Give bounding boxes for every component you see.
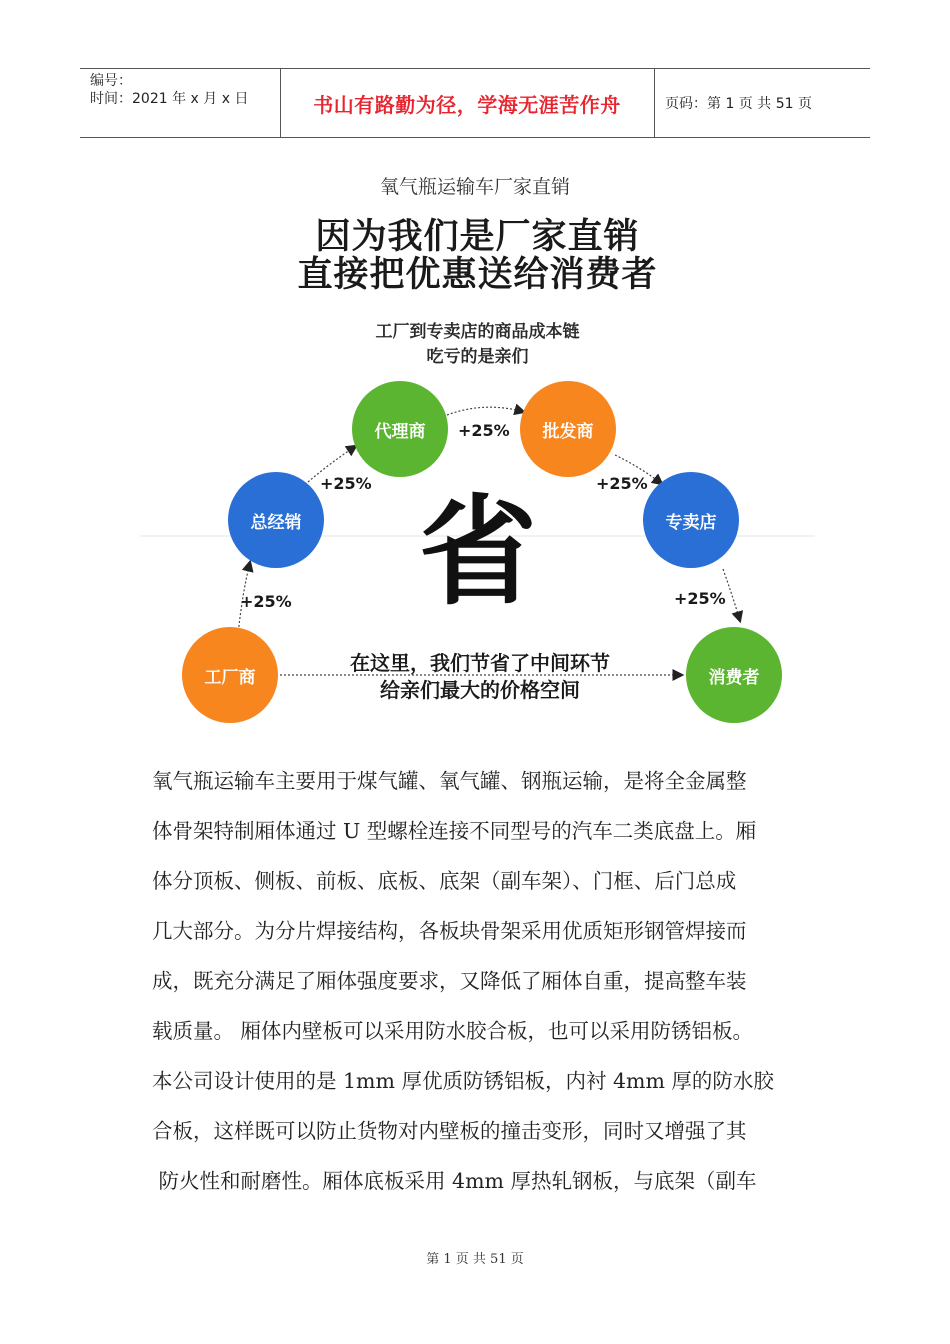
headline-line-2: 直接把优惠送给消费者 (297, 255, 658, 295)
document-title: 氧气瓶运输车厂家直销 (379, 176, 570, 198)
body-line: 合板，这样既可以防止货物对内壁板的撞击变形，同时又增强了其 (152, 1119, 747, 1143)
document-header (80, 68, 870, 138)
header-meta (80, 69, 280, 137)
page-info: 页码：第 1 页 共 51 页 (665, 96, 812, 112)
markup-label: +25% (458, 421, 510, 440)
body-line: 氧气瓶运输车主要用于煤气罐、氧气罐、钢瓶运输，是将全金属整 (152, 769, 747, 793)
save-character: 省 (419, 483, 538, 621)
markup-label: +25% (674, 589, 726, 608)
body-line: 载质量。 厢体内壁板可以采用防水胶合板，也可以采用防锈铝板。 (152, 1019, 754, 1043)
node-consumer: 消费者 (686, 627, 782, 723)
node-wholesaler: 批发商 (520, 381, 616, 477)
node-distributor: 总经销 (228, 472, 324, 568)
bottom-line-1: 在这里，我们节省了中间环节 (350, 651, 610, 675)
subline-1: 工厂到专卖店的商品成本链 (375, 322, 580, 342)
body-line: 几大部分。为分片焊接结构，各板块骨架采用优质矩形钢管焊接而 (152, 919, 747, 943)
body-line: 体分顶板、侧板、前板、底板、底架（副车架）、门框、后门总成 (152, 869, 737, 893)
body-line: 本公司设计使用的是 1mm 厚优质防锈铝板，内衬 4mm 厚的防水胶 (152, 1069, 774, 1093)
subline-2: 吃亏的是亲们 (426, 347, 529, 367)
node-store: 专卖店 (643, 472, 739, 568)
body-line: 防火性和耐磨性。厢体底板采用 4mm 厚热轧钢板，与底架（副车 (152, 1169, 757, 1193)
body-line: 体骨架特制厢体通过 U 型螺栓连接不同型号的汽车二类底盘上。厢 (152, 819, 757, 843)
page-footer: 第 1 页 共 51 页 (426, 1252, 524, 1267)
header-motto: 书山有路勤为径，学海无涯苦作舟 (313, 92, 621, 117)
headline-line-1: 因为我们是厂家直销 (315, 217, 640, 257)
bottom-line-2: 给亲们最大的价格空间 (380, 678, 580, 702)
arrow-agent-wholesaler (447, 407, 524, 415)
markup-label: +25% (320, 474, 372, 493)
factory-direct-infographic (140, 205, 815, 730)
node-agent: 代理商 (352, 381, 448, 477)
number-label: 编号： (90, 73, 132, 89)
markup-label: +25% (596, 474, 648, 493)
body-paragraph (152, 756, 812, 1206)
node-factory: 工厂商 (182, 627, 278, 723)
date-label: 时间：2021 年 x 月 x 日 (90, 91, 249, 107)
markup-label: +25% (240, 592, 292, 611)
body-line: 成，既充分满足了厢体强度要求，又降低了厢体自重，提高整车装 (152, 969, 747, 993)
